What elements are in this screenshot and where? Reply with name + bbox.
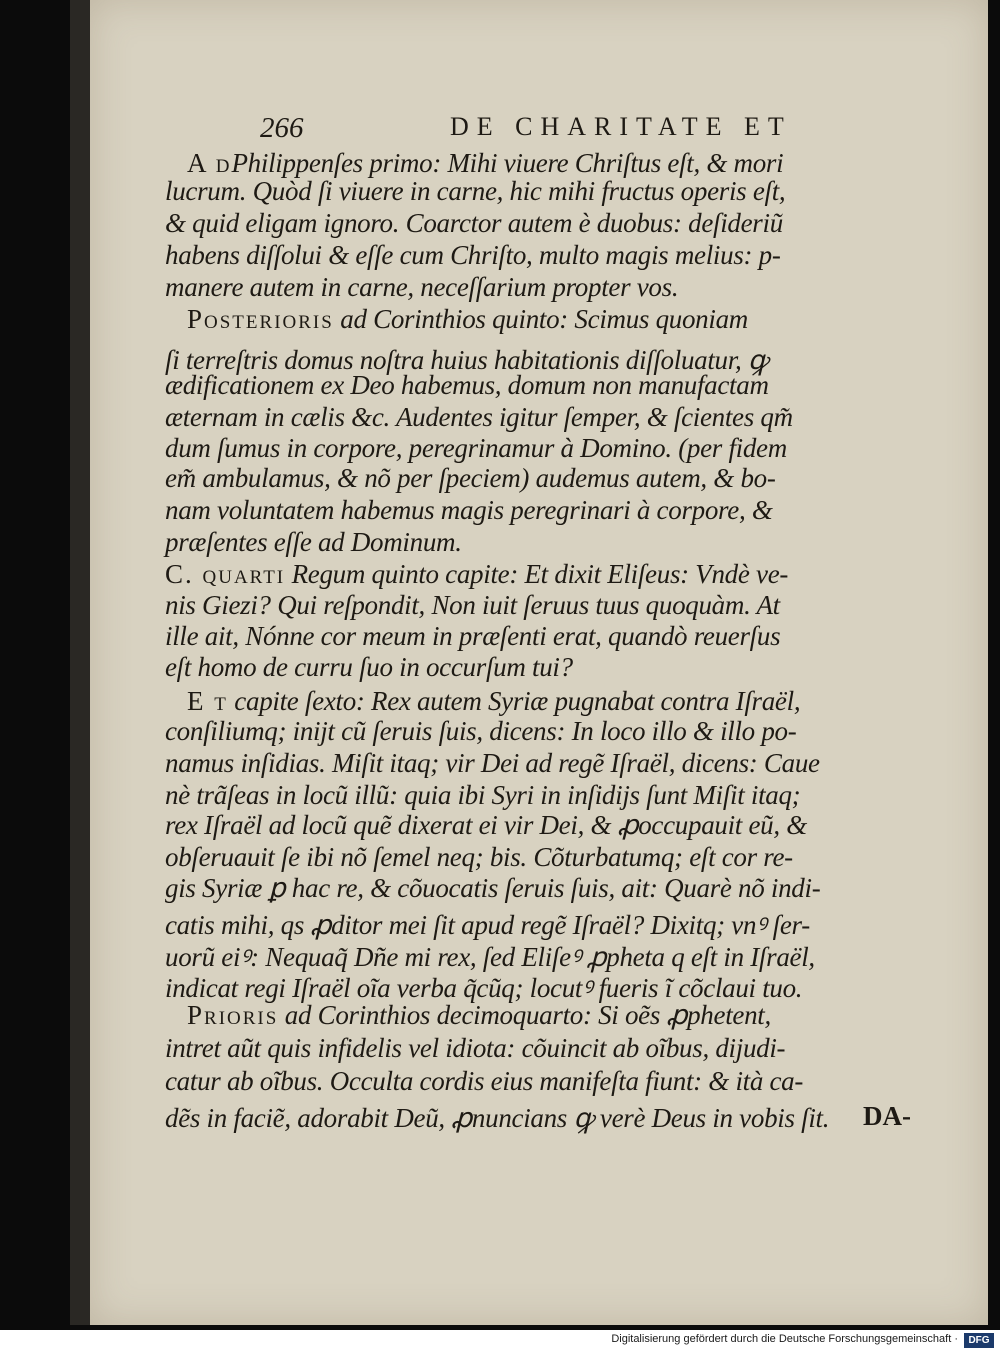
line-text: gis Syriæ ꝑ hac re, & cõuocatis ſeruis ſuis, ait: Quarè nõ indi- bbox=[165, 873, 821, 903]
line-text: habens diſſolui & eſſe cum Chriſto, multo magis melius: p- bbox=[165, 240, 781, 270]
line-text: æternam in cælis &c. Audentes igitur ſemper, & ſcientes qm̃ bbox=[165, 402, 793, 432]
section-lead: Prioris bbox=[187, 1000, 279, 1030]
text-line bbox=[165, 495, 773, 526]
line-text: indicat regi Iſraël oĩa verba q̃cũq; locutꝰ fueris ĩ cõclaui tuo. bbox=[165, 973, 803, 1003]
line-text: intret aũt quis infidelis vel idiota: cõuincit ab oĩbus, dijudi- bbox=[165, 1033, 786, 1063]
text-line bbox=[165, 433, 787, 464]
text-line bbox=[187, 1000, 771, 1031]
text-line bbox=[165, 716, 796, 747]
page-header bbox=[260, 112, 970, 148]
page-number: 266 bbox=[260, 112, 304, 144]
line-text: manere autem in carne, neceſſarium propter vos. bbox=[165, 272, 679, 302]
text-line bbox=[165, 208, 783, 239]
line-text: præſentes eſſe ad Dominum. bbox=[165, 527, 462, 557]
line-text: catur ab oĩbus. Occulta cordis eius manifeſta fiunt: & ità ca- bbox=[165, 1066, 804, 1096]
line-text: namus inſidias. Miſit itaq; vir Dei ad regẽ Iſraël, dicens: Caue bbox=[165, 748, 820, 778]
text-line bbox=[165, 240, 781, 271]
line-text: lucrum. Quòd ſi viuere in carne, hic mihi fructus operis eſt, bbox=[165, 176, 786, 206]
facing-page-edge bbox=[70, 0, 92, 1325]
text-line bbox=[165, 1066, 803, 1097]
text-line bbox=[187, 148, 783, 179]
text-line bbox=[187, 304, 748, 335]
text-line bbox=[165, 402, 793, 433]
line-text: dẽs in faciẽ, adorabit Deũ, ꝓnuncians ꝙ verè Deus in vobis ſit. bbox=[165, 1103, 830, 1133]
line-text: nam voluntatem habemus magis peregrinari à corpore, & bbox=[165, 495, 773, 525]
line-text: nis Giezi? Qui reſpondit, Non iuit ſeruus tuus quoquàm. At bbox=[165, 590, 780, 620]
text-line bbox=[165, 873, 820, 904]
text-line bbox=[165, 463, 776, 494]
section-lead: C. quarti bbox=[165, 559, 286, 589]
line-text: ad Corinthios decimoquarto: Si oẽs ꝓphetent, bbox=[278, 1000, 771, 1030]
line-text: capite ſexto: Rex autem Syriæ pugnabat contra Iſraël, bbox=[227, 686, 801, 716]
text-line bbox=[165, 370, 769, 401]
text-line bbox=[165, 842, 793, 873]
line-text: dum ſumus in corpore, peregrinamur à Domino. (per fidem bbox=[165, 433, 787, 463]
line-text: em̃ ambulamus, & nõ per ſpeciem) audemus autem, & bo- bbox=[165, 463, 776, 493]
text-line bbox=[165, 652, 573, 683]
catchword: DA- bbox=[863, 1101, 911, 1131]
section-lead: A d bbox=[187, 148, 232, 178]
text-line bbox=[165, 176, 785, 207]
line-text: & quid eligam ignoro. Coarctor autem è duobus: deſideriũ bbox=[165, 208, 783, 238]
line-text: obſeruauit ſe ibi nõ ſemel neq; bis. Cõturbatumq; eſt cor re- bbox=[165, 842, 793, 872]
line-text: conſiliumq; inijt cũ ſeruis ſuis, dicens: In loco illo & illo po- bbox=[165, 716, 797, 746]
text-line bbox=[165, 1033, 785, 1064]
section-lead: Posterioris bbox=[187, 304, 334, 334]
line-text: ſi terreſtris domus noſtra huius habitationis diſſoluatur, ꝙ bbox=[165, 345, 768, 375]
section-lead: E t bbox=[187, 686, 228, 716]
line-text: catis mihi, qs ꝓditor mei ſit apud regẽ Iſraël? Dixitq; vnꝰ ſer- bbox=[165, 910, 810, 940]
line-text: ædificationem ex Deo habemus, domum non manufactam bbox=[165, 370, 769, 400]
line-text: rex Iſraël ad locũ quẽ dixerat ei vir Dei, & ꝓoccupauit eũ, & bbox=[165, 810, 807, 840]
text-line bbox=[165, 559, 788, 590]
text-line bbox=[165, 1098, 829, 1135]
line-text: eſt homo de curru ſuo in occurſum tui? bbox=[165, 652, 573, 682]
line-text: uorũ eiꝰ: Nequaq̃ Dñe mi rex, ſed Eliſeꝰ ꝓpheta q eſt in Iſraël, bbox=[165, 942, 815, 972]
text-line bbox=[165, 590, 780, 621]
text-line bbox=[165, 780, 800, 811]
line-text: ille ait, Nónne cor meum in præſenti erat, quandò reuerſus bbox=[165, 621, 781, 651]
text-line bbox=[165, 810, 807, 841]
line-text: Philippenſes primo: Mihi viuere Chriſtus eſt, & mori bbox=[231, 148, 784, 178]
line-text: Regum quinto capite: Et dixit Eliſeus: Vndè ve- bbox=[285, 559, 789, 589]
text-line bbox=[165, 621, 780, 652]
line-text: ad Corinthios quinto: Scimus quoniam bbox=[333, 304, 748, 334]
text-line bbox=[165, 527, 462, 558]
dfg-logo: DFG bbox=[964, 1333, 994, 1348]
running-title: DE CHARITATE ET bbox=[450, 112, 792, 141]
line-text: nè trãſeas in locũ illũ: quia ibi Syri in inſidijs ſunt Miſit itaq; bbox=[165, 780, 801, 810]
text-line bbox=[187, 686, 800, 717]
funding-credit: Digitalisierung gefördert durch die Deutsche Forschungsgemeinschaft · bbox=[611, 1333, 958, 1345]
footer-bar bbox=[0, 1330, 1000, 1352]
text-line bbox=[165, 272, 678, 303]
text-line bbox=[165, 748, 820, 779]
